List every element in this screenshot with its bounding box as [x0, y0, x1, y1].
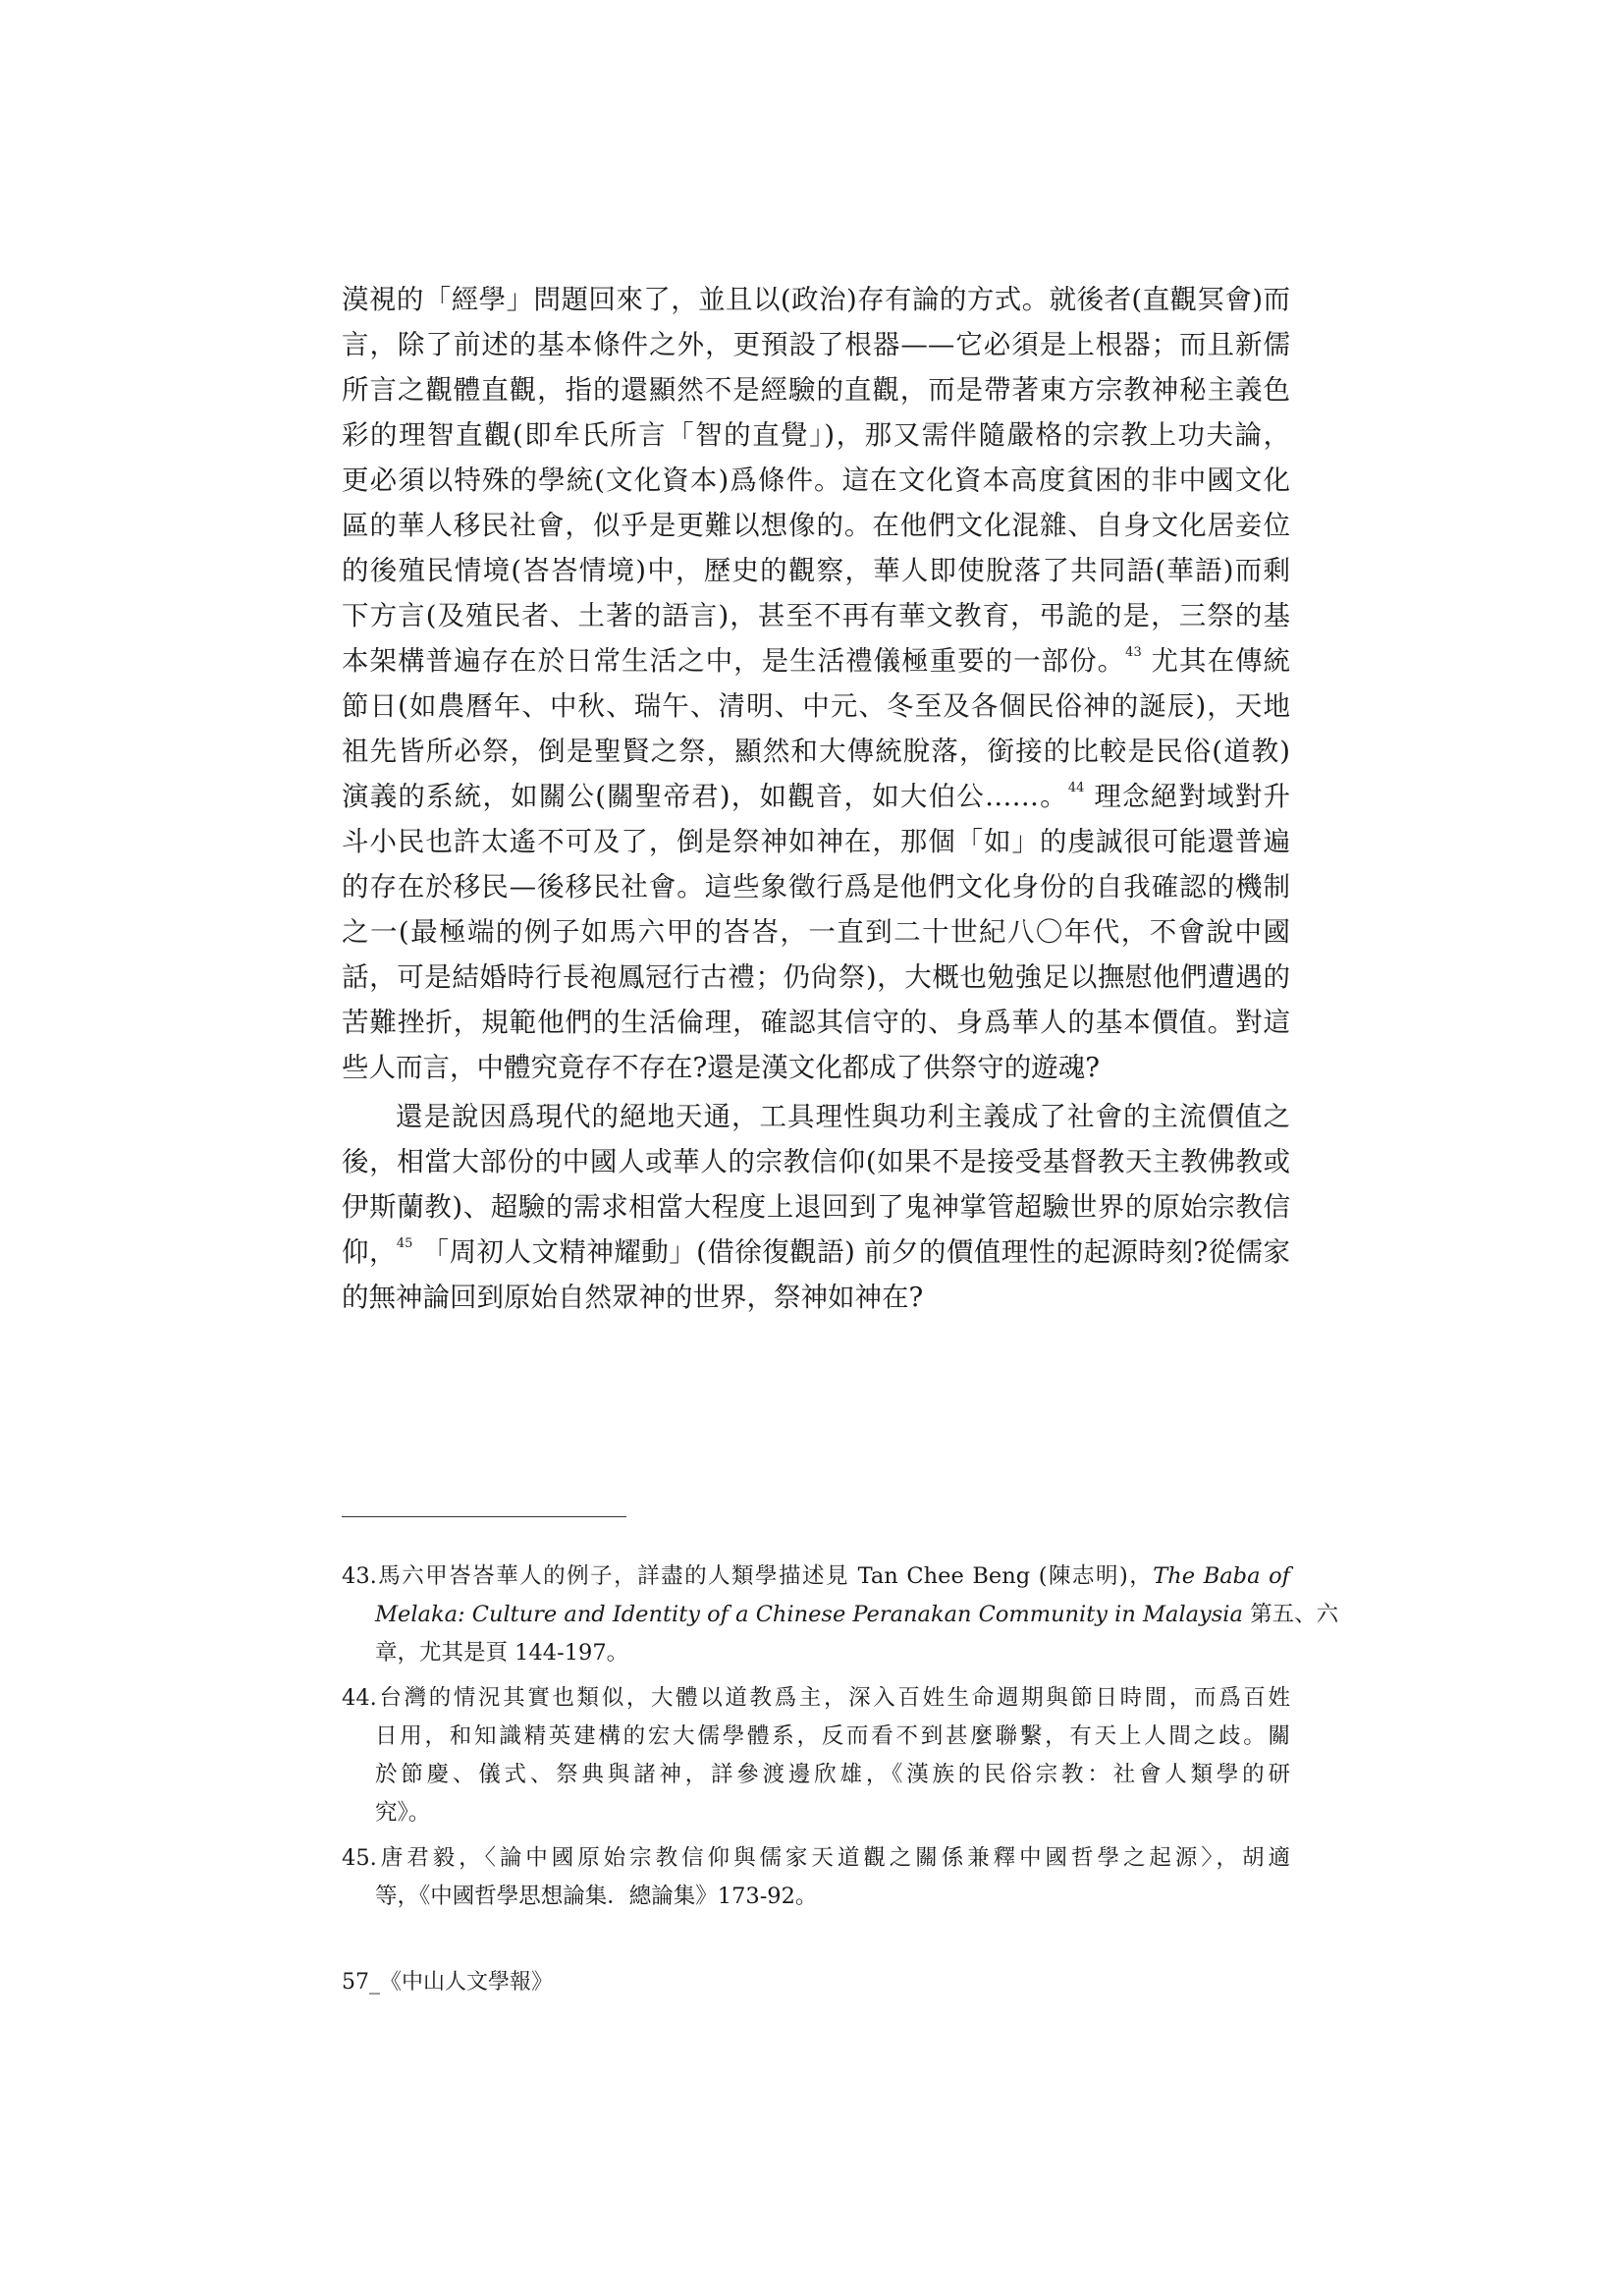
text-segment: 第五、六: [1242, 1602, 1339, 1627]
book-title-segment: Melaka: Culture and Identity of a Chinese Peranakan Community in Malaysia: [375, 1602, 1243, 1627]
footnote-45: [342, 1839, 1290, 1916]
text-line-with-footnote-44: [342, 774, 1290, 819]
footnote-line: 45.唐君毅，〈論中國原始宗教信仰與儒家天道觀之關係兼釋中國哲學之起源〉，胡適: [342, 1845, 1290, 1871]
text-segment: 本架構普遍存在於日常生活之中，是生活禮儀極重要的一部份。: [342, 645, 1126, 677]
text-line: 彩的理智直觀(即牟氏所言「智的直覺」)，那又需伴隨嚴格的宗教上功夫論，: [342, 419, 1290, 451]
footnote-separator: [342, 1516, 626, 1517]
footnote-ref-44: 44: [1067, 781, 1085, 795]
book-title-segment: The Baba of: [1153, 1563, 1290, 1589]
text-segment: 理念絕對域對升: [1084, 781, 1290, 812]
text-segment: 43.馬六甲峇峇華人的例子，詳盡的人類學描述見 Tan Chee Beng (陳志明)，: [342, 1563, 1154, 1589]
text-line: 的存在於移民—後移民社會。這些象徵行爲是他們文化身份的自我確認的機制: [342, 871, 1290, 902]
text-line: 還是說因爲現代的絕地天通，工具理性與功利主義成了社會的主流價值之: [396, 1101, 1290, 1132]
footnote-line: [342, 1558, 1290, 1596]
text-segment: 「周初人文精神耀動」(借徐復觀語) 前夕的價值理性的起源時刻?從儒家: [412, 1236, 1290, 1268]
text-line: 更必須以特殊的學統(文化資本)爲條件。這在文化資本高度貧困的非中國文化: [342, 465, 1290, 496]
footnote-line: 章，尤其是頁 144-197。: [375, 1640, 629, 1666]
text-segment: 尤其在傳統: [1141, 645, 1290, 677]
footnote-line: 日用，和知識精英建構的宏大儒學體系，反而看不到甚麼聯繫，有天上人間之歧。關: [375, 1723, 1290, 1749]
text-line: 苦難挫折，規範他們的生活倫理，確認其信守的、身爲華人的基本價值。對這: [342, 1007, 1290, 1038]
footnote-43: [342, 1558, 1339, 1672]
footnote-ref-43: 43: [1125, 645, 1142, 660]
text-line: 言，除了前述的基本條件之外，更預設了根器——它必須是上根器；而且新儒: [342, 329, 1290, 360]
footnote-ref-45: 45: [396, 1236, 413, 1251]
paragraph-1: [342, 277, 1290, 1090]
text-line: 伊斯蘭教)、超驗的需求相當大程度上退回到了鬼神掌管超驗世界的原始宗教信: [342, 1191, 1290, 1223]
text-line: 區的華人移民社會，似乎是更難以想像的。在他們文化混雜、自身文化居妾位: [342, 510, 1290, 541]
text-line: 的無神論回到原始自然眾神的世界，祭神如神在?: [342, 1282, 924, 1313]
text-line: 下方言(及殖民者、土著的語言)，甚至不再有華文教育，弔詭的是，三祭的基: [342, 600, 1290, 631]
footnote-line: 於節慶、儀式、祭典與諸神，詳參渡邊欣雄，《漢族的民俗宗教：社會人類學的研: [375, 1762, 1290, 1787]
text-line-with-footnote-45: [342, 1230, 1290, 1275]
footnotes: [342, 1558, 1339, 1923]
footnote-line: [342, 1596, 1339, 1634]
text-line: 之一(最極端的例子如馬六甲的峇峇，一直到二十世紀八〇年代，不會說中國: [342, 916, 1290, 948]
text-segment: 仰，: [342, 1236, 397, 1268]
text-line-with-footnote-43: [342, 638, 1290, 683]
text-line: 的後殖民情境(峇峇情境)中，歷史的觀察，華人即使脫落了共同語(華語)而剩: [342, 555, 1290, 586]
footnote-line: 44.台灣的情況其實也類似，大體以道教爲主，深入百姓生命週期與節日時間，而爲百姓: [342, 1685, 1290, 1711]
footnote-line: 等，《中國哲學思想論集．總論集》173-92。: [375, 1884, 818, 1909]
footnote-line: 究》。: [375, 1800, 431, 1826]
text-line: 話，可是結婚時行長袍鳳冠行古禮；仍尙祭)，大概也勉強足以撫慰他們遭遇的: [342, 961, 1290, 993]
text-line: 節日(如農曆年、中秋、瑞午、清明、中元、冬至及各個民俗神的誕辰)，天地: [342, 690, 1290, 722]
text-line: 些人而言，中體究竟存不存在?還是漢文化都成了供祭守的遊魂?: [342, 1052, 1100, 1083]
text-line: 斗小民也許太遙不可及了，倒是祭神如神在，那個「如」的虔誠很可能還普遍: [342, 826, 1290, 857]
main-body-text: [342, 277, 1290, 1320]
text-line: 祖先皆所必祭，倒是聖賢之祭，顯然和大傳統脫落，銜接的比較是民俗(道教): [342, 736, 1290, 767]
text-line: 漠視的「經學」問題回來了，並且以(政治)存有論的方式。就後者(直觀冥會)而: [342, 284, 1290, 315]
text-line: 所言之觀體直觀，指的還顯然不是經驗的直觀，而是帶著東方宗教神秘主義色: [342, 374, 1290, 406]
text-segment: 演義的系統，如關公(關聖帝君)，如觀音，如大伯公……。: [342, 781, 1068, 812]
page-footer: 57_《中山人文學報》: [342, 1970, 553, 1995]
text-line: 後，相當大部份的中國人或華人的宗教信仰(如果不是接受基督教天主教佛教或: [342, 1146, 1290, 1177]
paragraph-2: [342, 1094, 1290, 1320]
footnote-44: [342, 1679, 1290, 1832]
